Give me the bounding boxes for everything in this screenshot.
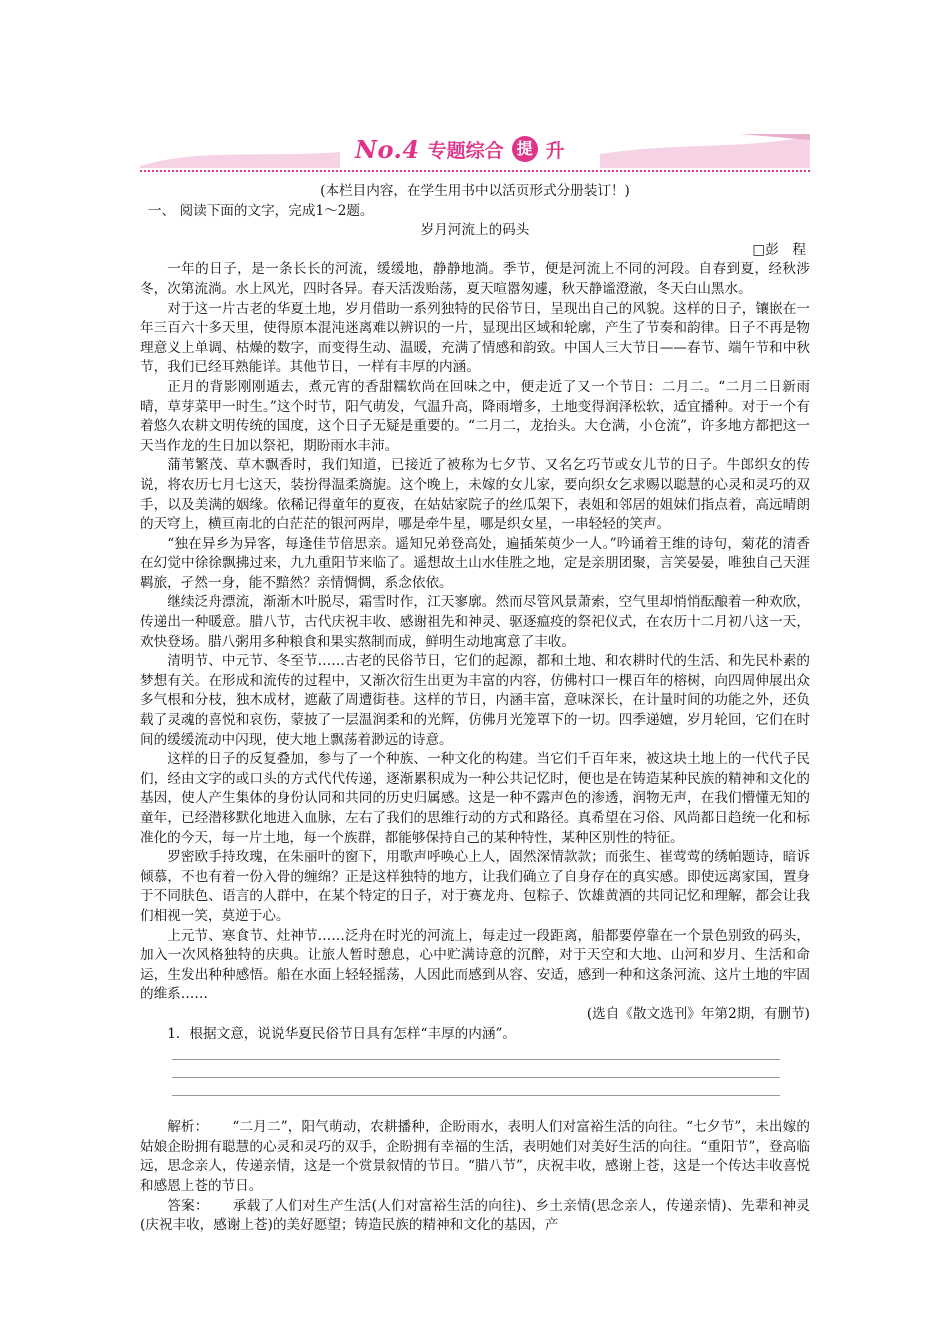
section-heading: 一、 阅读下面的文字，完成1～2题。: [148, 202, 374, 219]
article-title: 岁月河流上的码头: [420, 222, 530, 239]
analysis-label: 解析：: [167, 1119, 209, 1136]
article-paragraph-5: “独在异乡为异客，每逢佳节倍思亲。遥知兄弟登高处，遍插茱萸少一人。”吟诵着王维的诗句，菊花的清香在幻觉中徐徐飘拂过来，九九重阳节来临了。遥想故土山水佳胜之地，定是亲朋团聚，言笑晏晏，唯独自己天涯羁旅，孑然一身，能不黯然？亲情惆惆，系念依依。: [140, 535, 810, 591]
article-author: □彭 程: [752, 241, 806, 258]
article-paragraph-4: 蒲苇繁茂、草木飘香时，我们知道，已接近了被称为七夕节、又名乞巧节或女儿节的日子。牛郎织女的传说，将农历七月七这天，装扮得温柔旖旎。这个晚上，未嫁的女儿家，要向织女乞求赐以聪慧的心灵和灵巧的双手，以及美满的姻缘。依稀记得童年的夏夜，在姑姑家院子的丝瓜架下，表姐和邻居的姐妹们指点着，高远晴朗的天穹上，横亘南北的白茫茫的银河两岸，哪是牵牛星，哪是织女星，一串轻轻的笑声。: [140, 457, 810, 533]
article-paragraph-1: 一年的日子，是一条长长的河流，缓缓地，静静地淌。季节，便是河流上不同的河段。自春到夏，经秋涉冬，次第流淌。水上风光，四时各异。春天活泼贻荡，夏天喧嚣匆遽，秋天静谧澄澈，冬天白山黑水。: [140, 261, 810, 297]
document-body: [140, 182, 810, 1236]
article-source: (选自《散文选刊》年第2期，有删节): [586, 1005, 810, 1022]
article-paragraph-3: 正月的背影刚刚遁去，煮元宵的香甜糯软尚在回味之中，便走近了又一个节日：二月二。“二月二日新雨晴，草芽菜甲一时生。”这个时节，阳气萌发，气温升高，降雨增多，土地变得润泽松软，适宜播种。对于一个有着悠久农耕文明传统的国度，这个日子无疑是重要的。“二月二，龙抬头。大仓满，小仓流”，许多地方都把这一天当作龙的生日加以祭祀，期盼雨水丰沛。: [140, 378, 810, 454]
article-paragraph-9: 罗密欧手持玫瑰，在朱丽叶的窗下，用歌声呼唤心上人，固然深情款款；而张生、崔莺莺的绣帕题诗，暗诉倾慕，不也有着一份入骨的缠绵？正是这样独特的地方，让我们确立了自身存在的真实感。即使远离家国，置身于不同肤色、语言的人群中，在某个特定的日子，对于赛龙舟、包粽子、饮雄黄酒的共同记忆和理解，都会让我们相视一笑，莫逆于心。: [140, 849, 810, 924]
section-banner: [140, 128, 810, 174]
section-title-circle: 提: [512, 136, 538, 162]
section-number: No.4: [355, 134, 420, 164]
section-title-last: 升: [545, 139, 565, 162]
article-paragraph-7: 清明节、中元节、冬至节……古老的民俗节日，它们的起源，都和土地、和农耕时代的生活、和先民朴素的梦想有关。在形成和流传的过程中，又渐次衍生出更为丰富的内容，仿佛村口一棵百年的榕树，向四周伸展出众多气根和分枝，独木成材，遮蔽了周遭街巷。这样的节日，内涵丰富，意味深长，在计量时间的功能之外，还负载了灵魂的喜悦和哀伤，蒙披了一层温润柔和的光辉，仿佛月光笼罩下的一切。四季递嬗，岁月轮回，它们在时间的缓缓流动中闪现，使大地上飘荡着渺远的诗意。: [140, 653, 810, 748]
article-paragraph-2: 对于这一片古老的华夏土地，岁月借助一系列独特的民俗节日，呈现出自己的风貌。这样的日子，镶嵌在一年三百六十多天里，使得原本混沌迷离难以辨识的一片，显现出区域和轮廓，产生了节奏和韵律。日子不再是物理意义上单调、枯燥的数字，而变得生动、温暖，充满了情感和韵致。中国人三大节日——春节、端午节和中秋节，我们已经耳熟能详。其他节日，一样有丰厚的内涵。: [140, 300, 810, 376]
answer-line-2: [172, 1062, 780, 1078]
analysis-text: “二月二”，阳气萌动，农耕播种，企盼雨水，表明人们对富裕生活的向往。“七夕节”，未出嫁的姑娘企盼拥有聪慧的心灵和灵巧的双手，企盼拥有幸福的生活，表明她们对美好生活的向往。“重阳节”，登高临远，思念亲人，传递亲情，这是一个赏景叙情的节日。“腊八节”，庆祝丰收，感谢上苍，这是一个传达丰收喜悦和感恩上苍的节日。: [140, 1119, 811, 1194]
banner-title: [355, 132, 565, 166]
dotted-divider: [140, 170, 810, 172]
article-paragraph-6: 继续泛舟漂流，渐渐木叶脱尽，霜雪时作，江天寥廓。然而尽管风景萧索，空气里却悄悄酝酿着一种欢欣，传递出一种暖意。腊八节，古代庆祝丰收、感谢祖先和神灵、驱逐瘟疫的祭祀仪式，在农历十二月初八这一天，欢快登场。腊八粥用多种粮食和果实熬制而成，鲜明生动地寓意了丰收。: [140, 594, 810, 650]
article-paragraph-8: 这样的日子的反复叠加，参与了一个种族、一种文化的构建。当它们千百年来，被这块土地上的一代代子民们，经由文字的或口头的方式代代传递，逐渐累积成为一种公共记忆时，便也是在铸造某种民族的精神和文化的基因，使人产生集体的身份认同和共同的历史归属感。这是一种不露声色的渗透，润物无声，在我们懵懂无知的童年，已经潜移默化地进入血脉，左右了我们的思维行动的方式和路径。真希望在习俗、风尚都日趋统一化和标准化的今天，每一片土地，每一个族群，都能够保持自己的某种特性，某种区别性的特征。: [140, 751, 810, 846]
question-1: 1．根据文意，说说华夏民俗节日具有怎样“丰厚的内涵”。: [167, 1025, 516, 1042]
answer-line-3: [172, 1080, 780, 1096]
answer-label: 答案：: [167, 1197, 209, 1214]
answer-block: [140, 1197, 810, 1236]
section-title-main: 专题综合: [427, 139, 504, 162]
article-paragraph-10: 上元节、寒食节、灶神节……泛舟在时光的河流上，每走过一段距离，船都要停靠在一个景色别致的码头，加入一次风格独特的庆典。让旅人暂时憩息，心中贮满诗意的沉醉，对于天空和大地、山河和岁月、生活和命运，生发出种种感悟。船在水面上轻轻摇荡，人因此而感到从容、安适，感到一种和这条河流、这片土地的牢固的维系……: [140, 927, 810, 1003]
answer-line-1: [172, 1044, 780, 1060]
answer-text: 承载了人们对生产生活(人们对富裕生活的向往)、乡土亲情(思念亲人，传递亲情)、先辈和神灵(庆祝丰收，感谢上苍)的美好愿望；铸造民族的精神和文化的基因，产: [140, 1197, 810, 1234]
binding-note: (本栏目内容，在学生用书中以活页形式分册装订！): [320, 183, 630, 199]
analysis-block: [140, 1118, 810, 1196]
